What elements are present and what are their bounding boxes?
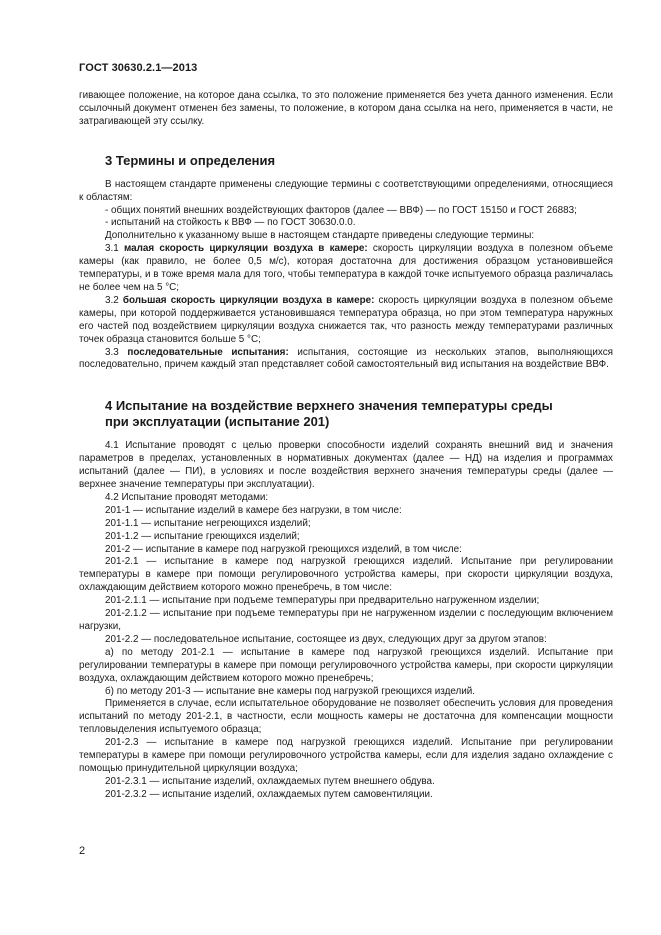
section-4-paragraph: 201-2.3.2 — испытание изделий, охлаждаемых путем самовентиляции. — [105, 788, 433, 800]
term-3-1 — [79, 243, 613, 295]
page-number: 2 — [79, 845, 86, 857]
section-4-paragraph: б) по методу 201-3 — испытание вне камеры под нагрузкой греющихся изделий. — [105, 685, 476, 697]
section-4-paragraph: 201-2.3.1 — испытание изделий, охлаждаемых путем внешнего обдува. — [105, 775, 435, 787]
section-3-paragraph: В настоящем стандарте применены следующие термины с соответствующими определениями, относящиеся к областям: — [79, 178, 613, 203]
term-definition: испытания, состоящие из нескольких этапов, выполняющихся последовательно, причем каждый этап представляет собой самостоятельный вид испытания на воздействие ВВФ. — [79, 346, 614, 371]
term-definition: скорость циркуляции воздуха в полезном объеме камеры, при которой поддерживается установившаяся температура образца, но при этом температура наружных его частей под воздействием циркуляции воздуха снижается так, что разность между температурами различных точек образца становится больше 5 °С; — [79, 294, 613, 345]
section-4-paragraph: а) по методу 201-2.1 — испытание в камере под нагрузкой греющихся изделий. Испытание при регулировании температуры в камере при помощи регулировочного устройства камеры, при скорости циркуляции воздуха, охлаждающим действием которого можно пренебречь; — [79, 646, 613, 684]
section-4-paragraph: 201-1.1 — испытание негреющихся изделий; — [105, 517, 311, 529]
section-3-paragraph: - общих понятий внешних воздействующих факторов (далее — ВВФ) — по ГОСТ 15150 и ГОСТ 26883; — [105, 204, 577, 216]
section-3-paragraph: - испытаний на стойкость к ВВФ — по ГОСТ 30630.0.0. — [105, 217, 356, 229]
section-4-paragraph: 201-2.1.1 — испытание при подъеме температуры при предварительно нагруженном изделии; — [105, 595, 540, 607]
section-4-paragraph: 201-2.1 — испытание в камере под нагрузкой греющихся изделий. Испытание при регулировании температуры в камере при помощи регулировочного устройства камеры, при скорости циркуляции воздуха, охлаждающим действием которого можно пренебречь, в том числе: — [79, 556, 613, 594]
term-3-3 — [79, 347, 613, 373]
page-content — [79, 90, 613, 802]
section-4-paragraph: 201-1 — испытание изделий в камере без нагрузки, в том числе: — [105, 504, 402, 516]
section-3-paragraph: Дополнительно к указанному выше в настоящем стандарте приведены следующие термины: — [105, 230, 535, 242]
section-4-paragraph: 201-2 — испытание в камере под нагрузкой греющихся изделий, в том числе: — [105, 543, 462, 555]
term-name: большая скорость циркуляции воздуха в камере: — [122, 294, 375, 306]
section-4-paragraph: 4.2 Испытание проводят методами: — [105, 491, 269, 503]
section-4-paragraph: 201-2.1.2 — испытание при подъеме температуры при не нагруженном изделии с последующим включением нагрузки, — [79, 608, 613, 632]
term-number: 3.1 — [105, 243, 119, 255]
section-3-title: 3 Термины и определения — [105, 152, 276, 168]
term-name: последовательные испытания: — [127, 346, 289, 358]
section-4-paragraph: 201-2.3 — испытание в камере под нагрузкой греющихся изделий. Испытание при регулировании температуры в камере при помощи регулировочного устройства камеры, если для изделия задано охлаждение с помощью принудительной циркуляции воздуха; — [79, 737, 613, 774]
section-4-title-line: 4 Испытание на воздействие верхнего значения температуры среды — [105, 398, 553, 414]
section-4-paragraph: 4.1 Испытание проводят с целью проверки способности изделий сохранять внешний вид и значения параметров в пределах, установленных в нормативных документах (далее — НД) на изделия и программах испытаний (далее — ПИ), в условиях и после воздействия верхнего значения температуры среды (далее — верхнее значение температуры при эксплуатации). — [79, 440, 613, 491]
term-number: 3.3 — [105, 346, 119, 358]
intro-paragraph: гивающее положение, на которое дана ссылка, то это положение применяется без учета данного изменения. Если ссылочный документ отменен без замены, то положение, в котором дана ссылка на него, применяется в части, не затрагивающей эту ссылку. — [79, 90, 613, 127]
term-definition: скорость циркуляции воздуха в полезном объеме камеры (как правило, не более 0,5 м/с), которая достаточна для достижения образцом установившейся температуры, и в тоже время мала для того, чтобы температура в каждой точке испытуемого образца различалась не более чем на 5 °С; — [79, 243, 613, 293]
document-code-header: ГОСТ 30630.2.1—2013 — [79, 62, 198, 74]
term-3-2 — [79, 295, 613, 347]
section-4-paragraph: Применяется в случае, если испытательное оборудование не позволяет обеспечить условия для проведения испытаний по методу 201-2.1, в частности, если мощность камеры не достаточна для компенсации мощности тепловыделения испытуемого образца; — [79, 698, 613, 736]
term-name: малая скорость циркуляции воздуха в камере: — [123, 243, 368, 255]
section-4-paragraph: 201-2.2 — последовательное испытание, состоящее из двух, следующих друг за другом этапов: — [105, 633, 547, 645]
term-number: 3.2 — [105, 294, 119, 306]
section-4-title-line: при эксплуатации (испытание 201) — [105, 414, 330, 430]
section-4-paragraph: 201-1.2 — испытание греющихся изделий; — [105, 530, 300, 542]
section-4-title — [79, 398, 613, 430]
